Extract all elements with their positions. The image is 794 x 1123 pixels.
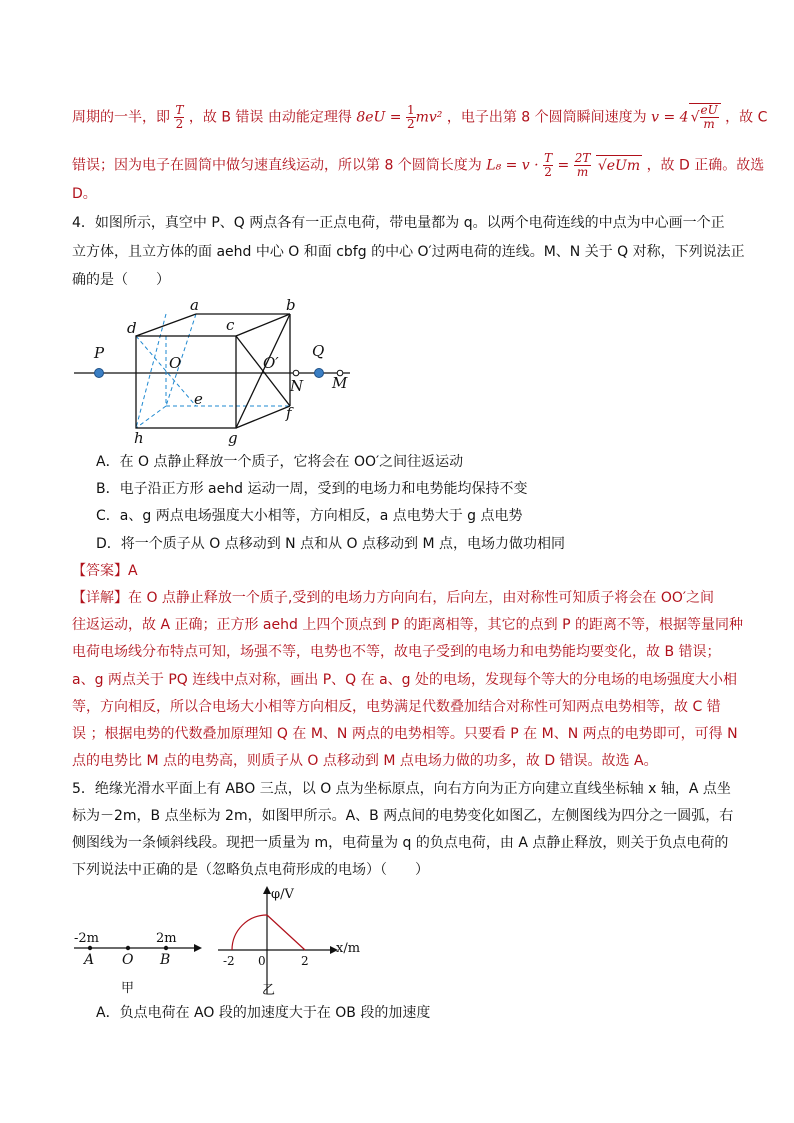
- label-a: a: [190, 296, 199, 314]
- x-axis-label: x/m: [336, 941, 361, 956]
- intro-line-1: 周期的一半，即 $\frac{T}{2}$ ，故 B 错误 由动能定理得 8eU = $\frac{1}{2}$ mv² ，电子出第 8 个圆筒瞬间速度为 v = 4 √ $\frac{eU}{m}$ ，故 C: [72, 103, 768, 131]
- label-n: N: [290, 377, 304, 395]
- label-m: M: [332, 374, 348, 392]
- q5-stem-line-1: 5．绝缘光滑水平面上有 ABO 三点，以 O 点为坐标原点，向右方向为正方向建立直线坐标轴 x 轴，A 点坐: [72, 781, 731, 797]
- tick-neg2: -2: [223, 954, 235, 968]
- q5-stem-line-2: 标为－2m，B 点坐标为 2m，如图甲所示。A、B 两点间的电势变化如图乙，左侧图线为四分之一圆弧，右: [72, 808, 734, 824]
- label-e: e: [194, 390, 203, 408]
- q5-stem-line-4: 下列说法中正确的是（忽略负点电荷形成的电场）（ ）: [72, 862, 429, 878]
- label-h: h: [134, 429, 144, 447]
- q4-stem-line-3: 确的是（ ）: [72, 272, 170, 288]
- fraction-t-over-2: $\frac{T}{2}$: [175, 103, 184, 131]
- q4-cube-figure: [70, 296, 360, 448]
- tick-0: 0: [258, 954, 266, 968]
- q4-analysis-line-6: 误 ；根据电势的代数叠加原理知 Q 在 M、N 两点的电势相等。只要看 P 在 M、N 两点的电势即可，可得 N: [72, 726, 738, 742]
- q5-figure-jia: [70, 926, 210, 996]
- label-b: b: [286, 296, 296, 314]
- coord-a: -2m: [74, 931, 99, 946]
- point-a-label: A: [84, 952, 95, 968]
- q4-analysis-line-3: 电荷电场线分布特点可知，场强不等，电势也不等，故电子受到的电场力和电势能均要变化，故 B 错误；: [72, 644, 721, 660]
- point-o-label: O: [122, 952, 134, 968]
- label-o: O: [169, 354, 182, 372]
- q4-option-d: D．将一个质子从 O 点移动到 N 点和从 O 点移动到 M 点，电场力做功相同: [96, 536, 565, 552]
- caption-jia: 甲: [121, 981, 135, 996]
- length-equation: L₈ = v ·: [486, 157, 539, 174]
- label-g: g: [228, 429, 238, 447]
- q4-analysis-line-5: 等，方向相反，所以合电场大小相等方向相反，电势满足代数叠加结合对称性可知两点电势相等，故 C 错: [72, 699, 721, 715]
- sqrt-eum: √eUm: [596, 155, 642, 176]
- q4-stem-line-1: 4．如图所示，真空中 P、Q 两点各有一正点电荷，带电量都为 q。以两个电荷连线的中点为中心画一个正: [72, 215, 725, 231]
- q4-analysis-line-1: 【详解】在 O 点静止释放一个质子,受到的电场力方向向右，后向左，由对称性可知质子将会在 OO′之间: [72, 590, 715, 606]
- q4-answer: 【答案】A: [72, 563, 138, 579]
- sqrt-eu-over-m: √ $\frac{eU}{m}$: [689, 103, 721, 131]
- intro-line-2: 错误；因为电子在圆筒中做匀速直线运动，所以第 8 个圆筒长度为 L₈ = v · $\frac{T}{2}$ = $\frac{2T}{m}$ √eUm ，故 D 正确。故选: [72, 151, 765, 179]
- label-q: Q: [312, 342, 325, 360]
- label-f: f: [286, 404, 292, 422]
- coord-b: 2m: [156, 931, 177, 946]
- q5-figure-yi: [218, 884, 368, 998]
- label-c: c: [226, 316, 235, 334]
- caption-yi: 乙: [262, 983, 276, 998]
- q4-analysis-line-7: 点的电势比 M 点的电势高，则质子从 O 点移动到 M 点电场力做的功多，故 D 错误。故选 A。: [72, 753, 658, 769]
- energy-equation-lhs: 8eU =: [356, 109, 402, 126]
- q4-option-c: C．a、g 两点电场强度大小相等，方向相反，a 点电势大于 g 点电势: [96, 508, 523, 524]
- y-axis-label: φ/V: [271, 887, 294, 902]
- q4-analysis-line-4: a、g 两点关于 PQ 连线中点对称，画出 P、Q 在 a、g 处的电场，发现每个等大的分电场的电场强度大小相: [72, 672, 738, 688]
- label-o-prime: O′: [263, 354, 279, 372]
- tick-2: 2: [301, 954, 309, 968]
- intro-text: 周期的一半，即: [72, 109, 170, 126]
- intro-line-3: D。: [72, 186, 97, 202]
- fraction-one-half: $\frac{1}{2}$: [406, 103, 415, 131]
- q4-option-a: A．在 O 点静止释放一个质子，它将会在 OO′之间往返运动: [96, 454, 464, 470]
- q4-analysis-line-2: 往返运动，故 A 正确；正方形 aehd 上四个顶点到 P 的距离相等，其它的点到 P 的距离不等，根据等量同种: [72, 617, 744, 633]
- q4-option-b: B．电子沿正方形 aehd 运动一周，受到的电场力和电势能均保持不变: [96, 481, 528, 497]
- label-p: P: [94, 344, 105, 362]
- velocity-equation: v = 4: [651, 109, 689, 126]
- q5-option-a: A．负点电荷在 AO 段的加速度大于在 OB 段的加速度: [96, 1005, 431, 1021]
- label-d: d: [127, 319, 137, 337]
- point-b-label: B: [160, 952, 171, 968]
- q4-stem-line-2: 立方体，且立方体的面 aehd 中心 O 和面 cbfg 的中心 O′过两电荷的连线。M、N 关于 Q 对称，下列说法正: [72, 244, 745, 260]
- q5-stem-line-3: 侧图线为一条倾斜线段。现把一质量为 m，电荷量为 q 的负点电荷，由 A 点静止释放，则关于负点电荷的: [72, 835, 729, 851]
